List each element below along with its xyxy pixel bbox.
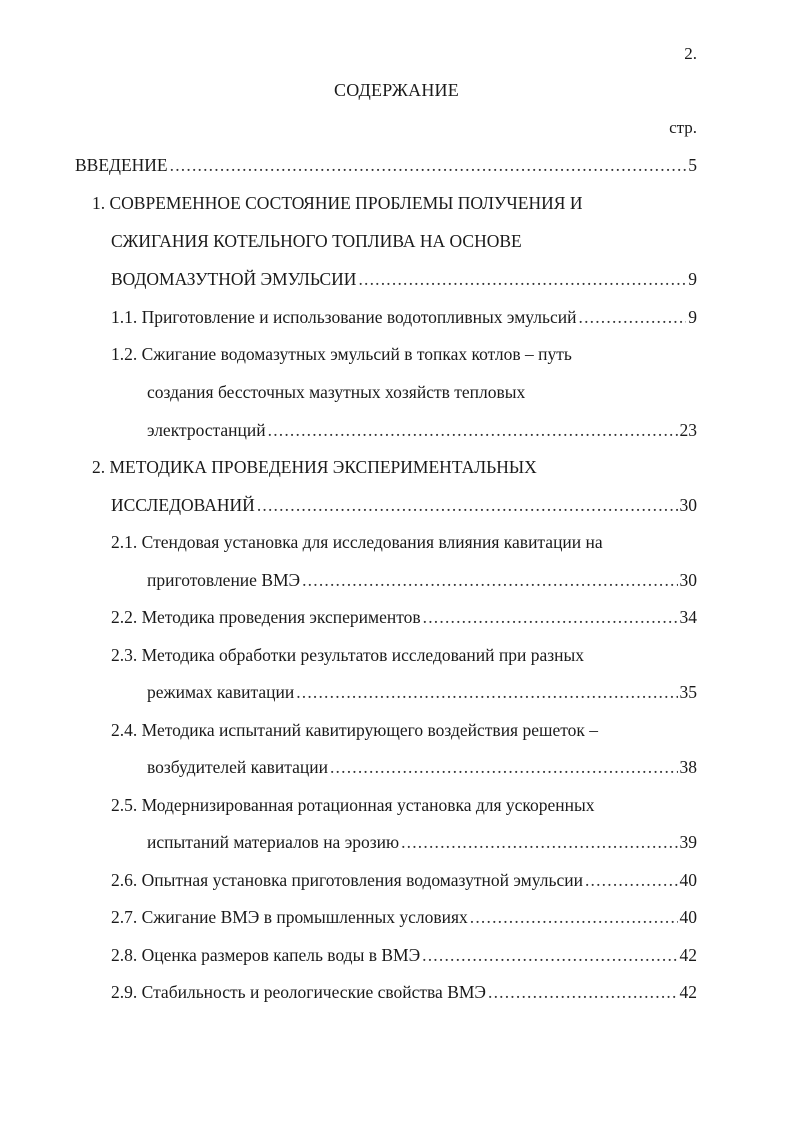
toc-entry-1-2-line1: 1.2. Сжигание водомазутных эмульсий в топках котлов – путь: [111, 344, 572, 364]
toc-page-number: 9: [688, 269, 697, 289]
toc-page-number: 40: [679, 907, 697, 927]
page-number: 2.: [684, 44, 697, 63]
toc-entry-text: ВВЕДЕНИЕ: [75, 155, 168, 175]
toc-entry-2-3: [147, 673, 697, 711]
toc-entry-text: приготовление ВМЭ: [147, 570, 301, 590]
toc-entry-text: ИССЛЕДОВАНИЙ: [111, 495, 255, 515]
toc-entry-ch1-line1: 1. СОВРЕМЕННОЕ СОСТОЯНИЕ ПРОБЛЕМЫ ПОЛУЧЕНИЯ И: [92, 193, 583, 213]
toc-page-number: 42: [679, 945, 697, 965]
toc-entry-2-8: [111, 936, 697, 974]
dot-leader: [330, 748, 678, 786]
page-column-label: стр.: [669, 118, 697, 137]
toc-entry-text: 2.8. Оценка размеров капель воды в ВМЭ: [111, 945, 421, 965]
toc-entry-1-1: [111, 298, 697, 336]
toc-entry-ch1: [111, 260, 697, 298]
dot-leader: [268, 411, 678, 449]
toc-entry-2-2: [111, 598, 697, 636]
toc-entry-text: возбудителей кавитации: [147, 757, 328, 777]
dot-leader: [302, 561, 677, 599]
toc-entry-2-3-line1: 2.3. Методика обработки результатов исследований при разных: [111, 645, 585, 665]
dot-leader: [358, 260, 686, 298]
toc-entry-2-6: [111, 861, 697, 899]
toc-entry-text: 2.9. Стабильность и реологические свойства ВМЭ: [111, 982, 486, 1002]
toc-page-number: 23: [679, 420, 697, 440]
toc-entry-1-2-line2: создания бессточных мазутных хозяйств тепловых: [147, 382, 526, 402]
toc-page-number: 34: [679, 607, 697, 627]
toc-entry-2-1-line1: 2.1. Стендовая установка для исследования влияния кавитации на: [111, 532, 603, 552]
toc-page-number: 9: [688, 307, 697, 327]
toc-page-number: 5: [688, 155, 697, 175]
dot-leader: [423, 598, 678, 636]
toc-entry-intro: [75, 146, 697, 184]
toc-entry-ch2-line1: 2. МЕТОДИКА ПРОВЕДЕНИЯ ЭКСПЕРИМЕНТАЛЬНЫХ: [92, 457, 537, 477]
toc-entry-2-1: [147, 561, 697, 599]
dot-leader: [257, 486, 678, 524]
toc-entry-text: электростанций: [147, 420, 266, 440]
toc-page-number: 38: [679, 757, 697, 777]
toc-entry-text: 1.1. Приготовление и использование водотопливных эмульсий: [111, 307, 577, 327]
toc-page-number: 40: [679, 870, 697, 890]
toc-entry-2-4-line1: 2.4. Методика испытаний кавитирующего воздействия решеток –: [111, 720, 599, 740]
dot-leader: [579, 298, 687, 336]
page-title: СОДЕРЖАНИЕ: [334, 80, 459, 100]
dot-leader: [401, 823, 677, 861]
toc-entry-1-2: [147, 411, 697, 449]
toc-entry-ch1-line2: СЖИГАНИЯ КОТЕЛЬНОГО ТОПЛИВА НА ОСНОВЕ: [111, 231, 522, 251]
dot-leader: [488, 973, 678, 1011]
toc-entry-text: 2.2. Методика проведения экспериментов: [111, 607, 421, 627]
toc-entry-2-5: [147, 823, 697, 861]
toc-page-number: 35: [679, 682, 697, 702]
dot-leader: [422, 936, 677, 974]
dot-leader: [170, 146, 687, 184]
toc-entry-text: испытаний материалов на эрозию: [147, 832, 400, 852]
toc-entry-ch2: [111, 486, 697, 524]
toc-page-number: 30: [679, 570, 697, 590]
toc-entry-text: 2.7. Сжигание ВМЭ в промышленных условиях: [111, 907, 468, 927]
dot-leader: [296, 673, 677, 711]
dot-leader: [470, 898, 678, 936]
toc-entry-2-5-line1: 2.5. Модернизированная ротационная установка для ускоренных: [111, 795, 595, 815]
toc-entry-2-9: [111, 973, 697, 1011]
dot-leader: [585, 861, 678, 899]
toc-page-number: 42: [679, 982, 697, 1002]
toc-entry-2-4: [147, 748, 697, 786]
toc-entry-text: 2.6. Опытная установка приготовления водомазутной эмульсии: [111, 870, 583, 890]
toc-page-number: 30: [679, 495, 697, 515]
toc-page-number: 39: [679, 832, 697, 852]
toc-entry-text: режимах кавитации: [147, 682, 295, 702]
toc-entry-2-7: [111, 898, 697, 936]
toc-entry-text: ВОДОМАЗУТНОЙ ЭМУЛЬСИИ: [111, 269, 357, 289]
